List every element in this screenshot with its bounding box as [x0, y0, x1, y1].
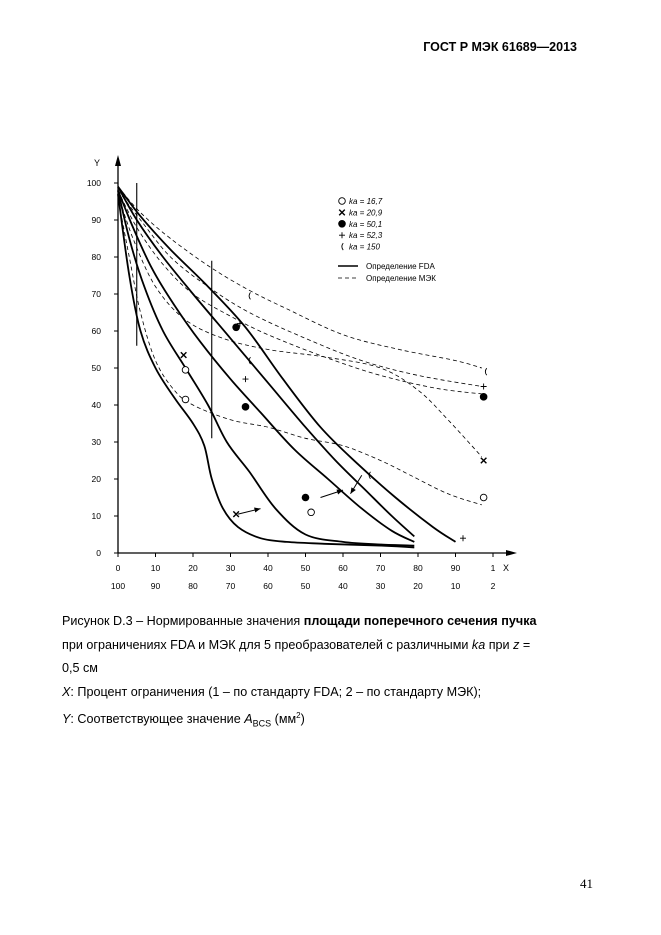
- plus-mark: [481, 384, 487, 390]
- legend-ka-label: ka = 150: [349, 242, 380, 252]
- x-tick-label-secondary: 90: [150, 581, 161, 591]
- y-tick-label: 10: [91, 511, 101, 521]
- data-marker-plus: [460, 535, 466, 541]
- y-tick-label: 50: [91, 363, 101, 373]
- legend-ka-label: ka = 16,7: [349, 197, 383, 206]
- y-axis-arrow: [115, 155, 121, 166]
- annotation-arrow-head: [351, 487, 356, 493]
- filled-circle-mark: [338, 220, 346, 228]
- plus-mark: [460, 535, 466, 541]
- open-circle-mark: [182, 396, 189, 403]
- x-tick-label-secondary: 60: [263, 581, 273, 591]
- caption-line-3: 0,5 см: [62, 661, 98, 675]
- y-tick-label: 60: [91, 326, 101, 336]
- figure-caption: [62, 610, 582, 736]
- open-circle-mark: [308, 509, 315, 516]
- x-tick-label: 60: [338, 563, 348, 573]
- filled-circle-mark: [480, 393, 488, 401]
- caption-y-description: Y: Соответствующее значение $A_{BCS}$ $(мм^2)$: [62, 711, 305, 729]
- x-tick-label: 1: [490, 563, 496, 573]
- x-axis-label: X: [503, 563, 510, 573]
- y-tick-label: 80: [91, 252, 101, 262]
- legend-line-label: Определение FDA: [366, 262, 435, 271]
- y-tick-label: 100: [86, 178, 101, 188]
- legend-ka-label: ka = 20,9: [349, 208, 383, 218]
- open-circle-mark: [182, 367, 189, 374]
- legend-symbol-paren: [342, 243, 343, 250]
- x-mark: [481, 458, 487, 464]
- iec-curve-7: [118, 190, 482, 394]
- y-tick-label: 70: [91, 289, 101, 299]
- chart-axes: [87, 155, 517, 591]
- x-tick-label: 90: [450, 563, 461, 573]
- chart-plot-area: [118, 183, 487, 548]
- y-tick-label: 30: [91, 437, 101, 447]
- iec-curve-8: [118, 190, 482, 386]
- iec-curve-5: [118, 198, 482, 505]
- page-number: 41: [580, 876, 593, 891]
- data-marker-open-circle: [182, 396, 189, 403]
- open-circle-mark: [480, 494, 487, 501]
- y-tick-label: 0: [96, 548, 101, 558]
- data-marker-filled-circle: [480, 393, 488, 401]
- caption-line-1: [62, 610, 582, 634]
- data-marker-plus: [243, 376, 249, 382]
- y-tick-label: 90: [91, 215, 101, 225]
- caption-x-description: X: Процент ограничения (1 – по стандарту FDA; 2 – по стандарту МЭК);: [62, 684, 482, 699]
- x-tick-label: 0: [115, 563, 121, 573]
- x-tick-label-secondary: 10: [450, 581, 461, 591]
- paren-mark: [249, 292, 250, 299]
- x-tick-label-secondary: 70: [225, 581, 236, 591]
- x-tick-label: 40: [263, 563, 273, 573]
- plus-mark: [243, 376, 249, 382]
- data-marker-open-circle: [308, 509, 315, 516]
- iec-curve-6: [118, 194, 482, 457]
- plus-mark: [339, 232, 345, 238]
- legend-symbol-cross-x: [339, 210, 345, 216]
- x-tick-label-secondary: 30: [375, 581, 386, 591]
- x-tick-label-secondary: 40: [338, 581, 348, 591]
- legend-symbol-filled-circle: [338, 220, 346, 228]
- caption-prefix: Рисунок D.3 – Нормированные значения: [62, 614, 304, 628]
- caption-bold: площади поперечного сечения пучка: [303, 614, 537, 628]
- data-marker-paren: [485, 368, 486, 375]
- y-axis-label: Y: [94, 158, 101, 168]
- x-tick-label-secondary: 50: [300, 581, 311, 591]
- x-axis-arrow: [506, 550, 517, 556]
- annotation-arrow-head: [254, 508, 260, 513]
- data-marker-open-circle: [480, 494, 487, 501]
- x-tick-label-secondary: 100: [110, 581, 126, 591]
- data-marker-filled-circle: [232, 324, 240, 332]
- legend-symbol-plus: [339, 232, 345, 238]
- x-tick-label: 70: [375, 563, 386, 573]
- x-tick-label: 50: [300, 563, 311, 573]
- y-tick-label: 20: [91, 474, 101, 484]
- data-marker-cross-x: [181, 352, 187, 358]
- data-marker-paren: [249, 292, 250, 299]
- data-marker-filled-circle: [302, 494, 310, 502]
- x-mark: [181, 352, 187, 358]
- fda-curve-4: [118, 187, 456, 542]
- x-tick-label-secondary: 20: [413, 581, 423, 591]
- y-tick-label: 40: [91, 400, 101, 410]
- legend-ka-label: ka = 50,1: [349, 219, 383, 229]
- legend-ka-label: ka = 52,3: [349, 231, 383, 241]
- filled-circle-mark: [302, 494, 310, 502]
- open-circle-mark: [339, 198, 346, 205]
- paren-mark: [485, 368, 486, 375]
- paren-mark: [342, 243, 343, 250]
- document-header: ГОСТ Р МЭК 61689—2013: [423, 40, 577, 54]
- legend-line-label: Определение МЭК: [366, 274, 436, 283]
- x-tick-label: 80: [413, 563, 423, 573]
- data-marker-open-circle: [182, 367, 189, 374]
- x-tick-label: 20: [188, 563, 198, 573]
- x-tick-label: 30: [225, 563, 236, 573]
- x-mark: [339, 210, 345, 216]
- x-tick-label-secondary: 80: [188, 581, 198, 591]
- legend-symbol-open-circle: [339, 198, 346, 205]
- x-tick-label-secondary: 2: [490, 581, 496, 591]
- data-marker-cross-x: [481, 458, 487, 464]
- chart-legend: [338, 197, 436, 283]
- filled-circle-mark: [232, 324, 240, 332]
- x-tick-label: 10: [150, 563, 161, 573]
- filled-circle-mark: [242, 403, 250, 411]
- caption-line-2: при ограничениях FDA и МЭК для 5 преобразователей с различными ka при z =: [62, 637, 531, 652]
- data-marker-filled-circle: [242, 403, 250, 411]
- data-marker-plus: [481, 384, 487, 390]
